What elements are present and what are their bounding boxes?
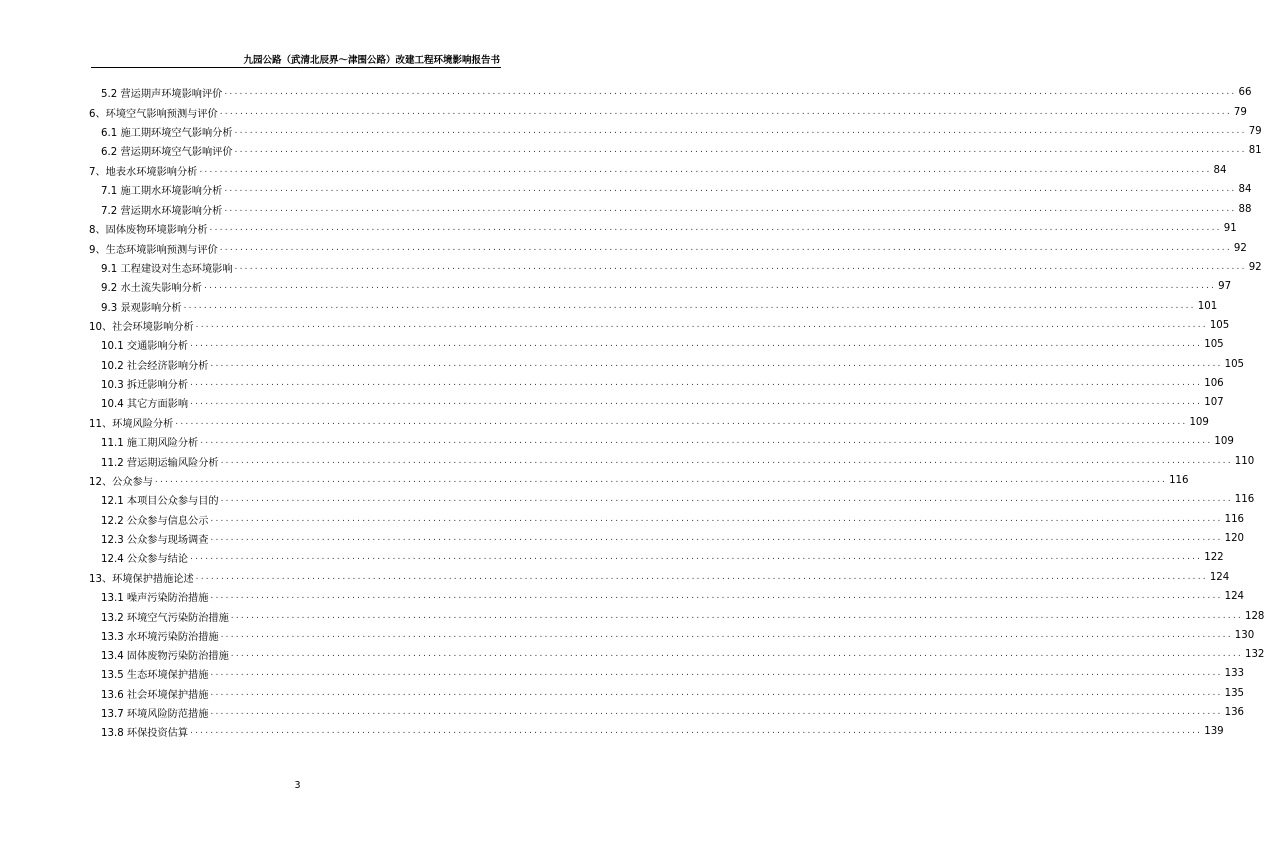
toc-entry-title: 9.1 工程建设对生态环境影响 xyxy=(89,260,235,275)
toc-dot-leader: ........................................................................................................................................................................................................ xyxy=(220,629,1233,640)
toc-dot-leader: ........................................................................................................................................................................................................ xyxy=(210,668,1223,679)
toc-entry[interactable] xyxy=(89,160,1227,180)
toc-dot-leader: ........................................................................................................................................................................................................ xyxy=(190,552,1203,563)
toc-dot-leader: ........................................................................................................................................................................................................ xyxy=(210,358,1223,369)
toc-entry-page: 92 xyxy=(1248,262,1262,273)
toc-dot-leader: ........................................................................................................................................................................................................ xyxy=(199,164,1212,175)
toc-entry-page: 66 xyxy=(1238,87,1252,99)
toc-entry-title: 12.3 公众参与现场调查 xyxy=(89,531,210,546)
toc-entry-title: 11.1 施工期风险分析 xyxy=(89,434,200,449)
toc-entry[interactable] xyxy=(89,645,1264,664)
toc-entry[interactable] xyxy=(89,141,1262,160)
toc-entry[interactable] xyxy=(89,703,1245,722)
toc-entry-title: 13.6 社会环境保护措施 xyxy=(89,686,210,701)
toc-entry-title: 5.2 营运期声环境影响评价 xyxy=(89,85,224,100)
toc-entry-page: 128 xyxy=(1244,610,1264,622)
toc-entry-page: 116 xyxy=(1234,494,1255,506)
toc-entry[interactable] xyxy=(89,451,1255,470)
toc-entry[interactable] xyxy=(89,722,1224,741)
table-of-contents xyxy=(89,83,1264,741)
toc-entry-page: 120 xyxy=(1224,533,1245,545)
toc-entry-page: 105 xyxy=(1204,339,1224,351)
toc-entry-title: 12.1 本项目公众参与目的 xyxy=(89,492,221,507)
toc-entry-page: 116 xyxy=(1224,513,1245,525)
toc-entry-title: 7.1 施工期水环境影响分析 xyxy=(89,182,224,197)
toc-entry-page: 109 xyxy=(1189,416,1209,428)
toc-entry-title: 9.3 景观影响分析 xyxy=(89,299,184,314)
toc-dot-leader: ........................................................................................................................................................................................................ xyxy=(234,145,1247,156)
toc-entry[interactable] xyxy=(89,568,1230,588)
toc-dot-leader: ........................................................................................................................................................................................................ xyxy=(190,378,1203,389)
toc-entry-title: 13.7 环境风险防范措施 xyxy=(89,705,210,720)
toc-entry[interactable] xyxy=(89,393,1224,412)
toc-entry-title: 6、环境空气影响预测与评价 xyxy=(89,105,220,120)
toc-entry[interactable] xyxy=(89,199,1252,218)
toc-entry-title: 6.1 施工期环境空气影响分析 xyxy=(89,124,235,139)
toc-entry-title: 13、环境保护措施论述 xyxy=(89,570,196,585)
toc-entry-page: 106 xyxy=(1204,378,1224,390)
toc-dot-leader: ........................................................................................................................................................................................................ xyxy=(175,416,1188,427)
toc-dot-leader: ........................................................................................................................................................................................................ xyxy=(190,397,1203,408)
toc-entry-page: 136 xyxy=(1224,707,1245,719)
toc-entry-title: 10.2 社会经济影响分析 xyxy=(89,357,210,372)
toc-entry[interactable] xyxy=(89,277,1232,296)
toc-entry[interactable] xyxy=(89,374,1224,393)
toc-dot-leader: ........................................................................................................................................................................................................ xyxy=(195,571,1208,582)
toc-entry-title: 9.2 水土流失影响分析 xyxy=(89,279,204,294)
toc-entry[interactable] xyxy=(89,606,1264,625)
toc-dot-leader: ........................................................................................................................................................................................................ xyxy=(220,455,1233,466)
toc-dot-leader: ........................................................................................................................................................................................................ xyxy=(195,320,1208,331)
toc-entry-page: 135 xyxy=(1224,687,1245,699)
toc-entry-page: 79 xyxy=(1233,106,1247,118)
page-number: 3 xyxy=(294,780,301,791)
toc-entry-title: 13.1 噪声污染防治措施 xyxy=(89,589,210,604)
toc-entry[interactable] xyxy=(89,355,1245,374)
header-rule xyxy=(91,67,501,68)
toc-entry-page: 107 xyxy=(1204,397,1224,409)
toc-entry[interactable] xyxy=(89,122,1262,141)
toc-entry[interactable] xyxy=(89,180,1252,199)
toc-dot-leader: ........................................................................................................................................................................................................ xyxy=(224,203,1237,214)
toc-entry-title: 9、生态环境影响预测与评价 xyxy=(89,241,220,256)
toc-entry-title: 11、环境风险分析 xyxy=(89,415,175,430)
toc-entry-title: 13.5 生态环境保护措施 xyxy=(89,666,210,681)
toc-dot-leader: ........................................................................................................................................................................................................ xyxy=(224,87,1237,98)
toc-entry-page: 124 xyxy=(1209,571,1230,583)
toc-dot-leader: ........................................................................................................................................................................................................ xyxy=(234,126,1247,137)
toc-entry-page: 88 xyxy=(1238,203,1252,215)
toc-entry-page: 130 xyxy=(1234,629,1255,641)
toc-entry[interactable] xyxy=(89,335,1224,354)
toc-entry-title: 12.4 公众参与结论 xyxy=(89,550,190,565)
toc-dot-leader: ........................................................................................................................................................................................................ xyxy=(210,533,1223,544)
toc-entry-page: 105 xyxy=(1209,320,1230,332)
toc-entry[interactable] xyxy=(89,626,1255,645)
toc-entry[interactable] xyxy=(89,548,1224,567)
running-header: 九园公路（武清北辰界～津围公路）改建工程环境影响报告书 xyxy=(243,55,500,66)
toc-entry-page: 124 xyxy=(1224,591,1245,603)
toc-entry-title: 6.2 营运期环境空气影响评价 xyxy=(89,143,235,158)
toc-entry-page: 84 xyxy=(1238,184,1252,196)
toc-entry-title: 12.2 公众参与信息公示 xyxy=(89,512,210,527)
toc-dot-leader: ........................................................................................................................................................................................................ xyxy=(210,687,1223,698)
toc-dot-leader: ........................................................................................................................................................................................................ xyxy=(210,513,1223,524)
toc-entry[interactable] xyxy=(89,219,1237,239)
toc-entry[interactable] xyxy=(89,83,1252,102)
toc-entry-page: 110 xyxy=(1234,455,1255,467)
toc-dot-leader: ........................................................................................................................................................................................................ xyxy=(203,281,1217,292)
toc-entry-title: 10、社会环境影响分析 xyxy=(89,318,196,333)
toc-dot-leader: ........................................................................................................................................................................................................ xyxy=(230,649,1243,660)
toc-entry-title: 13.4 固体废物污染防治措施 xyxy=(89,647,231,662)
toc-dot-leader: ........................................................................................................................................................................................................ xyxy=(200,436,1213,447)
toc-dot-leader: ........................................................................................................................................................................................................ xyxy=(154,475,1168,486)
toc-entry[interactable] xyxy=(89,413,1209,433)
toc-dot-leader: ........................................................................................................................................................................................................ xyxy=(219,106,1232,117)
toc-entry-title: 10.3 拆迁影响分析 xyxy=(89,376,190,391)
toc-dot-leader: ........................................................................................................................................................................................................ xyxy=(190,339,1203,350)
toc-entry[interactable] xyxy=(89,238,1247,258)
toc-entry[interactable] xyxy=(89,529,1245,548)
toc-entry[interactable] xyxy=(89,296,1218,315)
toc-entry[interactable] xyxy=(89,471,1189,491)
toc-entry-page: 101 xyxy=(1197,300,1218,312)
toc-entry[interactable] xyxy=(89,490,1255,509)
toc-dot-leader: ........................................................................................................................................................................................................ xyxy=(234,262,1247,272)
toc-entry-page: 97 xyxy=(1218,281,1232,293)
toc-entry[interactable] xyxy=(89,258,1262,277)
toc-dot-leader: ........................................................................................................................................................................................................ xyxy=(210,591,1223,602)
toc-entry-title: 13.2 环境空气污染防治措施 xyxy=(89,609,231,624)
toc-dot-leader: ........................................................................................................................................................................................................ xyxy=(190,726,1203,737)
toc-entry-title: 7.2 营运期水环境影响分析 xyxy=(89,202,224,217)
toc-entry-page: 92 xyxy=(1233,242,1247,254)
toc-entry-title: 13.8 环保投资估算 xyxy=(89,724,190,739)
toc-entry[interactable] xyxy=(89,587,1245,606)
toc-dot-leader: ........................................................................................................................................................................................................ xyxy=(183,300,1196,311)
toc-entry-page: 81 xyxy=(1248,145,1262,157)
toc-dot-leader: ........................................................................................................................................................................................................ xyxy=(220,494,1233,505)
toc-entry[interactable] xyxy=(89,432,1234,451)
toc-entry-title: 8、固体废物环境影响分析 xyxy=(89,221,210,236)
toc-entry-page: 133 xyxy=(1224,668,1245,680)
toc-entry-title: 11.2 营运期运输风险分析 xyxy=(89,454,221,469)
toc-entry[interactable] xyxy=(89,510,1245,529)
toc-entry[interactable] xyxy=(89,664,1245,683)
toc-entry-page: 84 xyxy=(1213,164,1227,176)
toc-dot-leader: ........................................................................................................................................................................................................ xyxy=(219,242,1232,253)
toc-entry-title: 13.3 水环境污染防治措施 xyxy=(89,628,221,643)
toc-dot-leader: ........................................................................................................................................................................................................ xyxy=(210,707,1223,718)
toc-entry-title: 12、公众参与 xyxy=(89,473,155,488)
toc-entry-page: 105 xyxy=(1224,358,1245,370)
toc-entry-page: 122 xyxy=(1204,552,1224,564)
toc-entry[interactable] xyxy=(89,316,1230,336)
toc-entry-page: 139 xyxy=(1204,726,1224,738)
toc-entry-title: 7、地表水环境影响分析 xyxy=(89,163,199,178)
toc-dot-leader: ........................................................................................................................................................................................................ xyxy=(224,184,1237,195)
toc-entry-page: 132 xyxy=(1244,649,1264,661)
toc-entry-page: 79 xyxy=(1248,126,1262,138)
toc-entry-title: 10.4 其它方面影响 xyxy=(89,395,190,410)
toc-entry-title: 10.1 交通影响分析 xyxy=(89,337,190,352)
toc-entry[interactable] xyxy=(89,684,1245,703)
toc-entry-page: 109 xyxy=(1214,436,1234,448)
toc-dot-leader: ........................................................................................................................................................................................................ xyxy=(230,610,1243,621)
toc-entry-page: 91 xyxy=(1223,222,1237,234)
toc-entry[interactable] xyxy=(89,102,1247,122)
toc-dot-leader: ........................................................................................................................................................................................................ xyxy=(209,222,1222,233)
toc-entry-page: 116 xyxy=(1169,475,1189,487)
